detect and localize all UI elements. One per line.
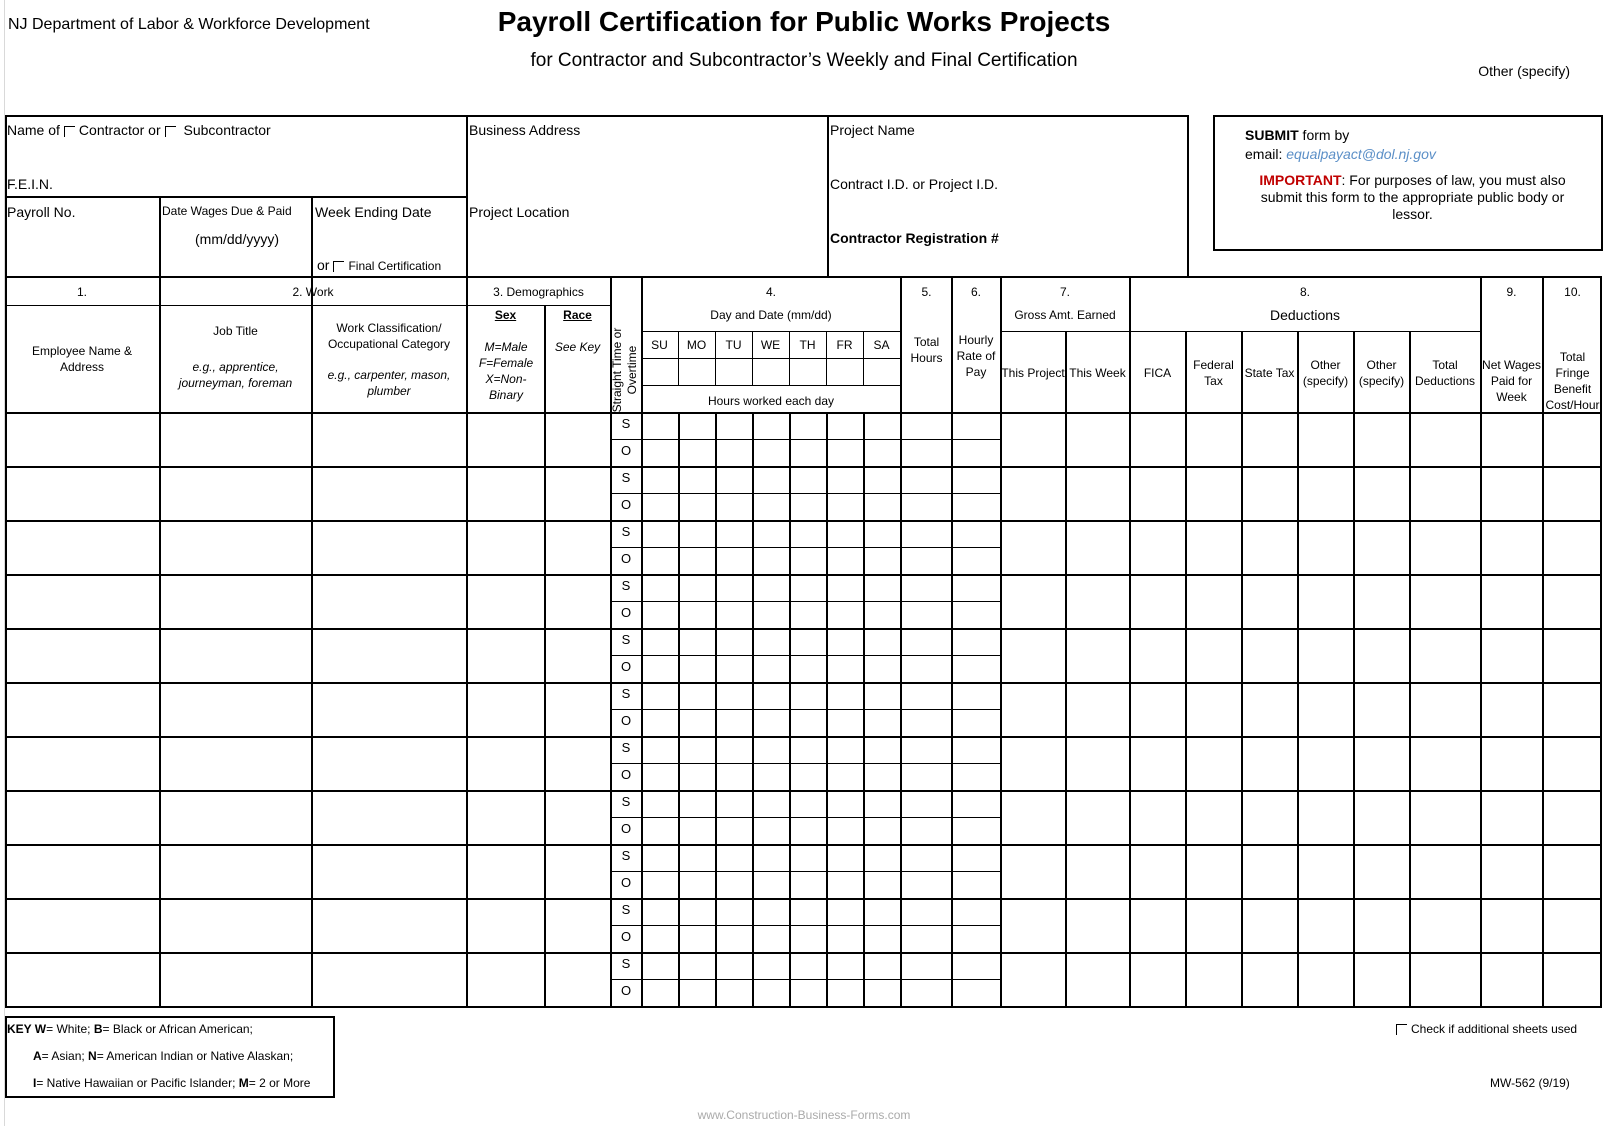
total-hours-header: Total Hours — [910, 335, 943, 365]
sex-key: M=Male F=Female X=Non-Binary — [478, 340, 534, 402]
total-deductions-header: Total Deductions — [1414, 358, 1476, 388]
table-rule — [544, 305, 546, 1006]
straight-overtime-marker: O — [620, 767, 632, 782]
key-line-3 — [33, 1076, 310, 1090]
table-rule — [5, 790, 1602, 792]
table-rule — [1065, 331, 1067, 1006]
table-rule — [5, 898, 1602, 900]
additional-sheets-field[interactable] — [1392, 1022, 1577, 1036]
contractor-checkbox[interactable] — [64, 126, 75, 137]
straight-overtime-marker: O — [620, 929, 632, 944]
or-label: or — [317, 257, 330, 273]
day-label: SU — [651, 338, 668, 352]
form-subtitle: for Contractor and Subcontractor’s Weekly and Final Certification — [530, 50, 1078, 71]
other-specify-2-header: Other (specify) — [1358, 358, 1405, 388]
straight-overtime-marker: S — [621, 416, 631, 431]
table-rule — [1297, 331, 1299, 1006]
key-line-1 — [7, 1022, 253, 1036]
this-week-header: This Week — [1069, 366, 1126, 380]
straight-overtime-marker: O — [620, 983, 632, 998]
department-name: NJ Department of Labor & Workforce Development — [8, 16, 370, 33]
final-cert-label: Final Certification — [348, 259, 442, 273]
straight-overtime-marker: S — [621, 902, 631, 917]
straight-overtime-marker: O — [620, 875, 632, 890]
contractor-label: Contractor or — [78, 122, 161, 138]
table-rule — [610, 601, 1000, 602]
table-rule — [5, 628, 1602, 630]
name-of-field[interactable] — [7, 122, 271, 138]
straight-overtime-marker: S — [621, 794, 631, 809]
job-title-header: Job Title — [213, 324, 258, 338]
hours-each-day-header: Hours worked each day — [707, 394, 835, 408]
table-rule — [610, 871, 1000, 872]
table-rule — [610, 439, 1000, 440]
table-rule — [610, 709, 1000, 710]
table-rule — [641, 276, 643, 1006]
table-rule — [5, 520, 1602, 522]
table-rule — [1409, 331, 1411, 1006]
table-rule — [5, 736, 1602, 738]
section-6-header: 6. — [970, 285, 981, 299]
work-class-example: e.g., carpenter, mason, plumber — [327, 368, 451, 398]
straight-overtime-marker: O — [620, 713, 632, 728]
work-class-header: Work Classification/ Occupational Category — [327, 321, 451, 351]
key-line-2 — [33, 1049, 293, 1063]
table-rule — [5, 466, 1602, 468]
table-rule — [900, 276, 902, 1006]
form-number: MW-562 (9/19) — [1490, 1076, 1570, 1090]
divider — [827, 115, 829, 278]
federal-tax-header: Federal Tax — [1193, 358, 1234, 388]
table-rule — [1241, 331, 1243, 1006]
additional-sheets-label: Check if additional sheets used — [1411, 1022, 1578, 1036]
hourly-rate-header: Hourly Rate of Pay — [956, 333, 996, 379]
submit-label: SUBMIT — [1245, 127, 1299, 143]
section-9-header: 9. — [1506, 285, 1517, 299]
table-rule — [1353, 331, 1355, 1006]
divider — [5, 196, 467, 198]
name-of-label: Name of — [7, 122, 60, 138]
table-rule — [610, 763, 1000, 764]
day-label: TU — [725, 338, 742, 352]
key-asian: = Asian; — [41, 1049, 89, 1063]
race-header: Race — [563, 308, 592, 322]
section-3-header: 3. Demographics — [493, 285, 584, 299]
sex-header: Sex — [494, 308, 517, 322]
table-rule — [5, 952, 1602, 954]
contractor-registration-label[interactable]: Contractor Registration # — [830, 230, 999, 246]
section-7-header: 7. — [1059, 285, 1070, 299]
table-rule — [610, 493, 1000, 494]
table-rule — [610, 817, 1000, 818]
project-location-label[interactable]: Project Location — [469, 204, 570, 220]
straight-overtime-marker: O — [620, 605, 632, 620]
state-tax-header: State Tax — [1244, 366, 1295, 380]
section-8-header: 8. — [1299, 285, 1310, 299]
employee-name-header: Employee Name & Address — [31, 344, 133, 374]
date-format-hint: (mm/dd/yyyy) — [195, 231, 279, 247]
straight-overtime-header: Straight Time or Overtime — [610, 327, 639, 413]
key-black: = Black or African American; — [102, 1022, 253, 1036]
section-1-header: 1. — [76, 285, 87, 299]
straight-overtime-marker: O — [620, 821, 632, 836]
subcontractor-checkbox[interactable] — [165, 126, 176, 137]
table-rule — [159, 276, 161, 1006]
day-label: SA — [873, 338, 890, 352]
straight-overtime-marker: S — [621, 686, 631, 701]
key-n: N — [88, 1049, 97, 1063]
important-text: : For purposes of law, you must also submit this form to the appropriate public body or lessor. — [1260, 172, 1566, 222]
key-w: KEY W — [7, 1022, 47, 1036]
additional-sheets-checkbox[interactable] — [1396, 1024, 1407, 1035]
net-wages-header: Net Wages Paid for Week — [1482, 358, 1541, 404]
table-rule — [5, 844, 1602, 846]
straight-overtime-marker: S — [621, 578, 631, 593]
fica-header: FICA — [1143, 366, 1172, 380]
key-i: I — [33, 1076, 37, 1090]
important-label: IMPORTANT — [1259, 172, 1342, 188]
table-rule — [5, 682, 1602, 684]
table-rule — [642, 358, 900, 359]
table-rule — [311, 276, 313, 1006]
key-b: B — [93, 1022, 103, 1036]
straight-overtime-marker: S — [621, 632, 631, 647]
contract-id-label[interactable]: Contract I.D. or Project I.D. — [830, 176, 999, 192]
table-rule — [610, 925, 1000, 926]
fringe-benefit-header: Total Fringe Benefit Cost/Hour — [1545, 350, 1600, 412]
payroll-no-label[interactable]: Payroll No. — [7, 204, 76, 220]
fein-label[interactable]: F.E.I.N. — [7, 176, 53, 192]
divider — [466, 115, 468, 278]
straight-overtime-marker: S — [621, 956, 631, 971]
final-cert-checkbox[interactable] — [333, 261, 344, 272]
form-by-label: form by — [1298, 127, 1350, 143]
final-cert-field[interactable] — [317, 257, 441, 273]
straight-overtime-marker: O — [620, 497, 632, 512]
date-wages-label[interactable]: Date Wages Due & Paid — [162, 204, 292, 218]
day-label: FR — [836, 338, 853, 352]
watermark: www.Construction-Business-Forms.com — [697, 1108, 911, 1122]
table-rule — [610, 547, 1000, 548]
submit-line — [1245, 127, 1349, 143]
table-rule — [610, 655, 1000, 656]
deductions-header: Deductions — [1269, 307, 1341, 323]
table-rule — [5, 412, 1602, 414]
key-m: M — [238, 1076, 249, 1090]
table-rule — [642, 385, 900, 386]
section-4-header: 4. — [765, 285, 776, 299]
straight-overtime-marker: S — [621, 740, 631, 755]
day-label: WE — [760, 338, 781, 352]
section-5-header: 5. — [921, 285, 932, 299]
email-line — [1245, 146, 1436, 162]
straight-overtime-marker: O — [620, 551, 632, 566]
straight-overtime-marker: O — [620, 659, 632, 674]
day-label: TH — [799, 338, 816, 352]
key-hawaiian: = Native Hawaiian or Pacific Islander; — [36, 1076, 239, 1090]
table-rule — [466, 276, 468, 1006]
key-two-or-more: = 2 or More — [248, 1076, 311, 1090]
important-note — [1240, 172, 1585, 223]
project-name-label[interactable]: Project Name — [830, 122, 915, 138]
divider — [311, 196, 313, 278]
subcontractor-label: Subcontractor — [183, 122, 271, 138]
table-rule — [951, 276, 953, 1006]
email-link[interactable]: equalpayact@dol.nj.gov — [1286, 146, 1436, 162]
week-ending-label[interactable]: Week Ending Date — [315, 204, 432, 220]
other-specify-1-header: Other (specify) — [1302, 358, 1349, 388]
section-2-header: 2. Work — [292, 285, 334, 299]
section-10-header: 10. — [1564, 285, 1581, 299]
key-a: A — [33, 1049, 42, 1063]
this-project-header: This Project — [1001, 366, 1065, 380]
race-key: See Key — [554, 340, 601, 354]
email-label: email: — [1245, 146, 1287, 162]
gross-earned-header: Gross Amt. Earned — [1014, 308, 1116, 322]
straight-overtime-marker: S — [621, 524, 631, 539]
straight-overtime-marker: S — [621, 470, 631, 485]
divider — [159, 196, 161, 278]
job-title-example: e.g., apprentice, journeyman, foreman — [178, 360, 293, 390]
straight-overtime-marker: O — [620, 443, 632, 458]
form-title: Payroll Certification for Public Works Projects — [497, 6, 1111, 37]
key-white: = White; — [46, 1022, 94, 1036]
day-label: MO — [686, 338, 707, 352]
table-rule — [5, 574, 1602, 576]
day-date-header: Day and Date (mm/dd) — [710, 308, 832, 322]
other-specify-label: Other (specify) — [1478, 63, 1570, 79]
table-rule — [1185, 331, 1187, 1006]
table-rule — [610, 979, 1000, 980]
key-native: = American Indian or Native Alaskan; — [96, 1049, 294, 1063]
straight-overtime-marker: S — [621, 848, 631, 863]
business-address-label[interactable]: Business Address — [469, 122, 581, 138]
